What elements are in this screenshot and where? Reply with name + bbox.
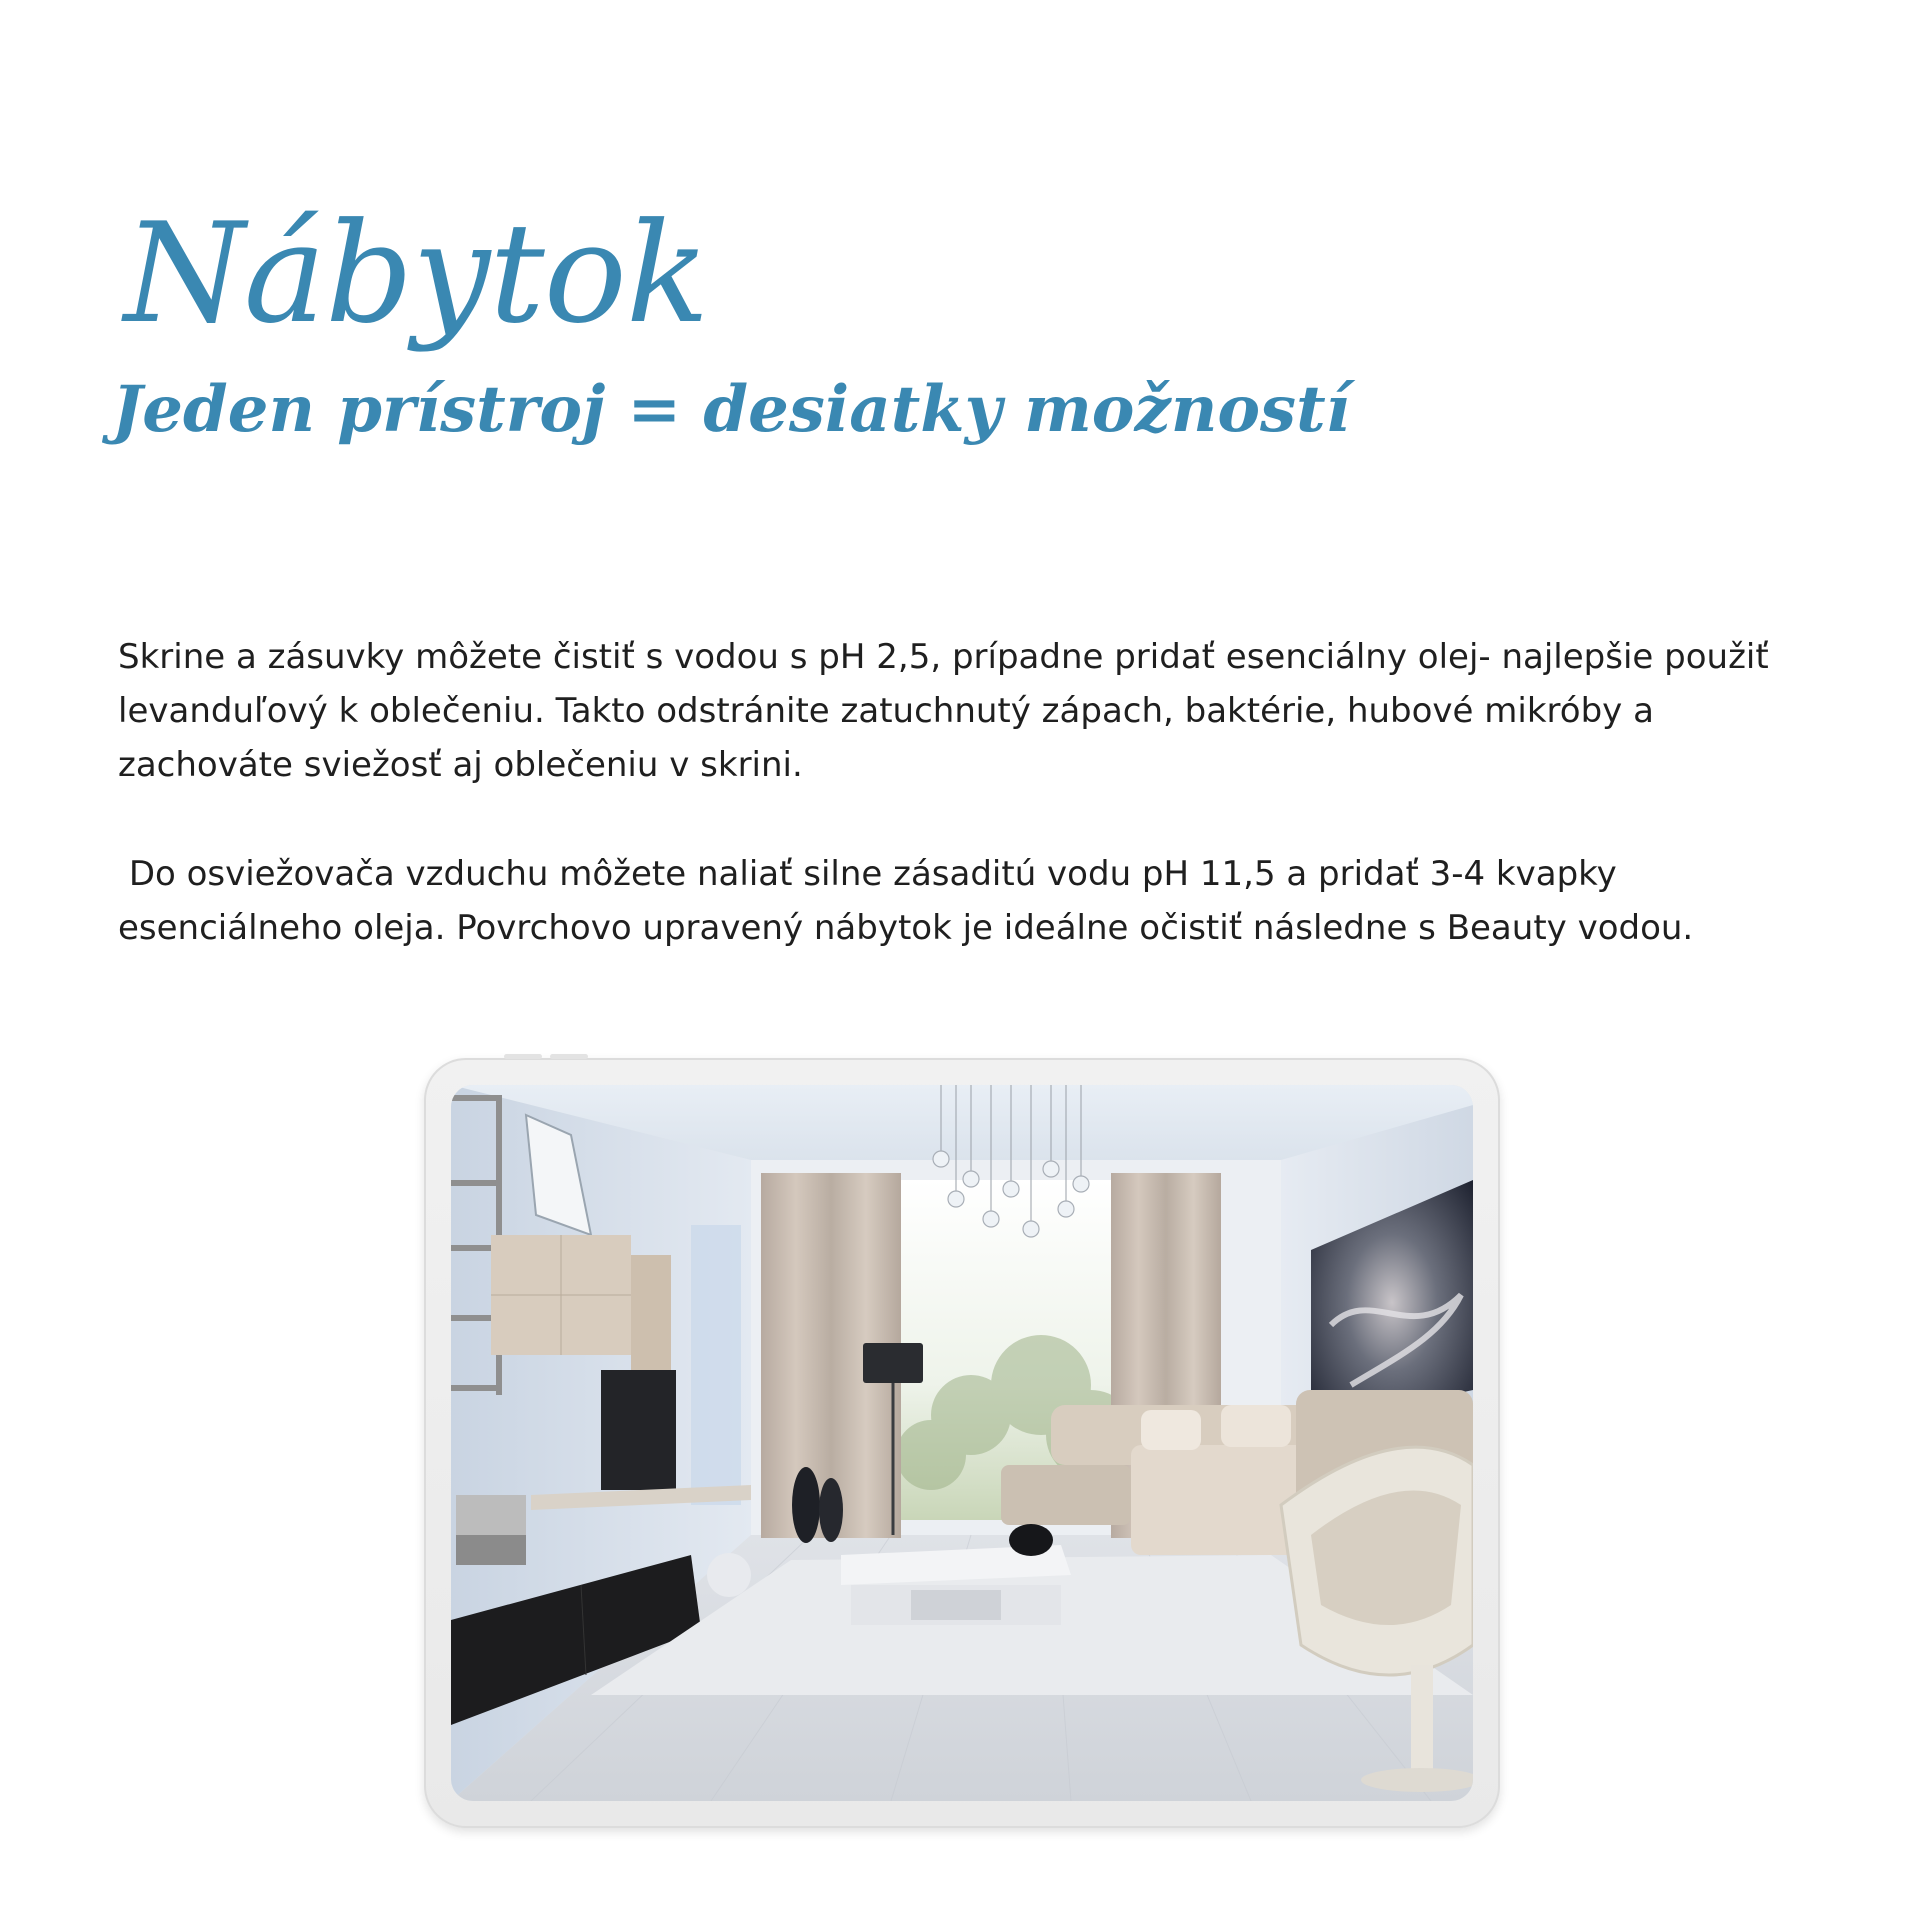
paragraph-closets: Skrine a zásuvky môžete čistiť s vodou s pH 2,5, prípadne pridať esenciálny olej- najlepšie použiť levanduľový k oblečeniu. Takto odstránite zatuchnutý zápach, baktérie, hubové mikróby a zachováte sviežosť aj oblečeniu v skrini. <box>118 637 1780 785</box>
tablet-mockup <box>424 1058 1500 1828</box>
page-subtitle: Jeden prístroj = desiatky možností <box>112 372 1350 447</box>
tablet-volume-button <box>504 1054 542 1059</box>
page-title: Nábytok <box>124 193 709 354</box>
tablet-volume-button <box>550 1054 588 1059</box>
paragraph-air-freshener: Do osviežovača vzduchu môžete naliať silne zásaditú vodu pH 11,5 a pridať 3-4 kvapky esenciálneho oleja. Povrchovo upravený nábytok je ideálne očistiť následne s Beauty vodou. <box>118 854 1694 948</box>
living-room-illustration <box>451 1085 1473 1801</box>
living-room-image <box>451 1085 1473 1801</box>
